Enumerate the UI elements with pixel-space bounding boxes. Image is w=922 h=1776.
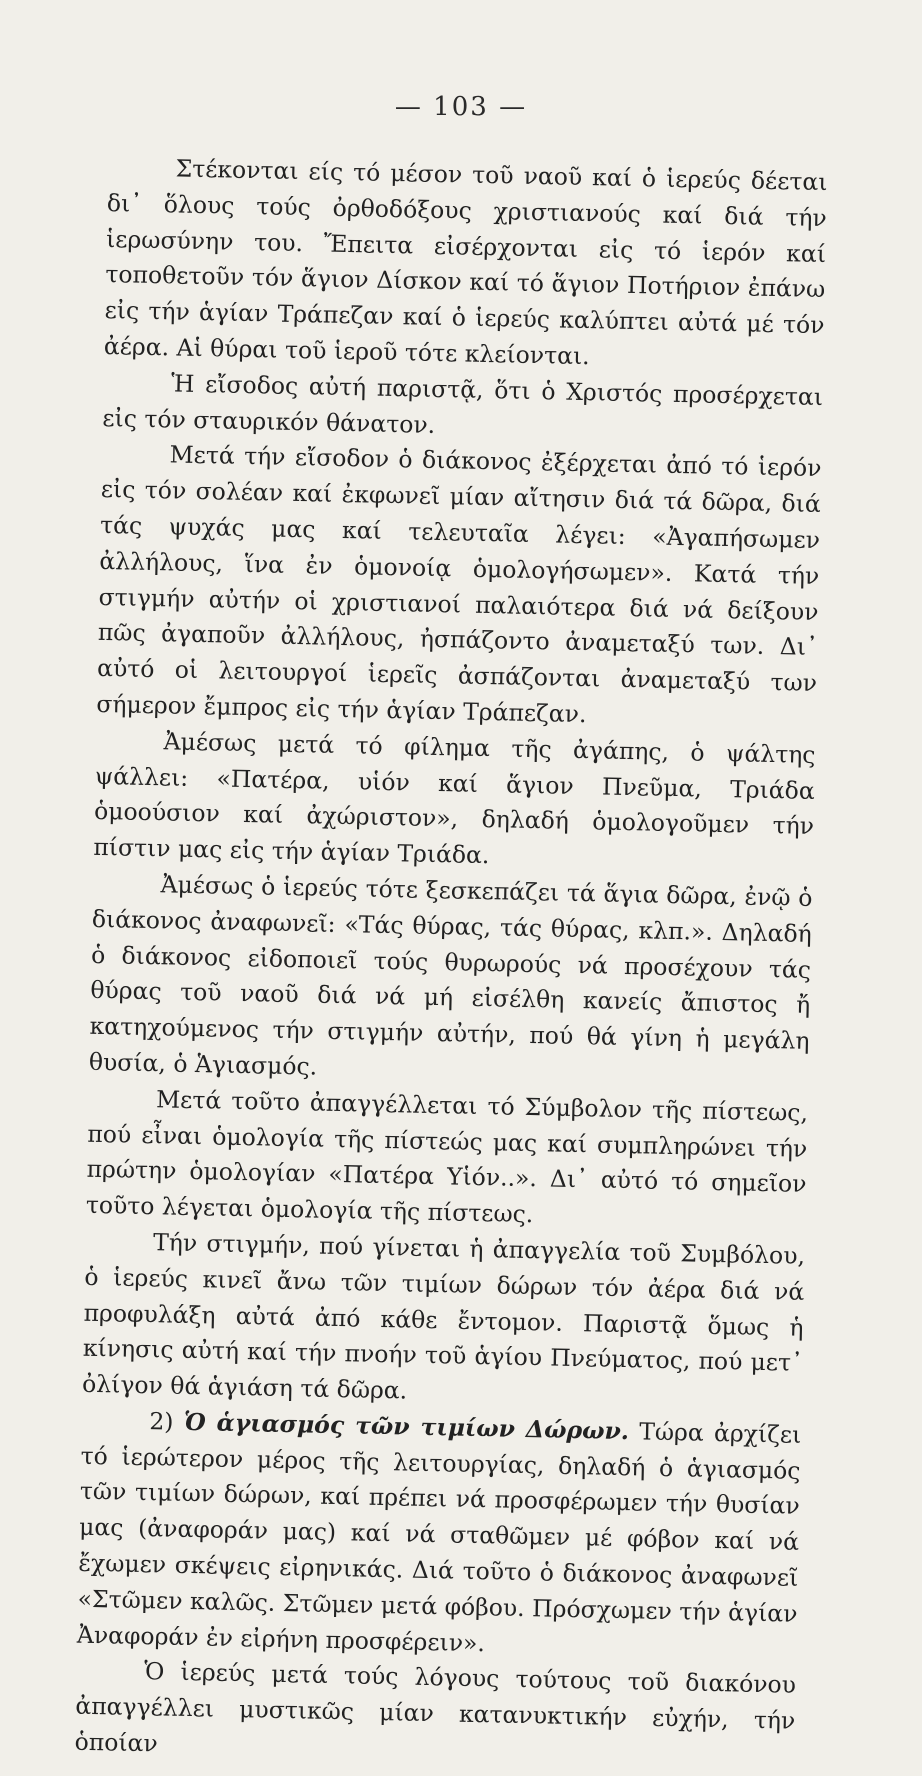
section-paragraph	[77, 1403, 802, 1669]
paragraph: Ἀμέσως μετά τό φίλημα τῆς ἀγάπης, ὁ ψάλτης ψάλλει: «Πατέρα, υἱόν καί ἅγιον Πνεῦμα, Τριάδα ὁμοούσιον καί ἀχώριστον», δηλαδή ὁμολογοῦμεν τήν πίστιν μας εἰς τήν ἁγίαν Τριάδα.	[93, 727, 816, 870]
paragraph: Ὁ ἱερεύς μετά τούς λόγους τούτους τοῦ διακόνου ἀπαγγέλλει μυστικῶς μίαν κατανυκτικήν εὐχήν, τήν ὁποίαν	[74, 1657, 797, 1758]
paragraph: Στέκονται είς τό μέσον τοῦ ναοῦ καί ὁ ἱερεύς δέεται δι᾽ ὅλους τούς ὀρθοδόξους χριστιανούς καί διά τήν ἱερωσύνην του. Ἔπειτα εἰσέρχονται εἰς τό ἱερόν καί τοποθετοῦν τόν ἅγιον Δίσκον καί τό ἅγιον Ποτήριον ἐπάνω εἰς τήν ἁγίαν Τράπεζαν καί ὁ ἱερεύς καλύπτει αὐτά μέ τόν ἀέρα. Αἱ θύραι τοῦ ἱεροῦ τότε κλείονται.	[103, 154, 828, 371]
paragraph: Ἡ εἴσοδος αὐτή παριστᾷ, ὅτι ὁ Χριστός προσέρχεται εἰς τόν σταυρικόν θάνατον.	[102, 369, 824, 439]
section-text: Τώρα ἀρχίζει τό ἱερώτερον μέρος τῆς λειτουργίας, δηλαδή ὁ ἁγιασμός τῶν τιμίων δώρων, καί πρέπει νά προσφέρωμεν τήν θυσίαν μας (ἀναφοράν μας) καί νά σταθῶμεν μέ φόβον καί νά ἔχωμεν σκέψεις εἰρηνικάς. Διά τοῦτο ὁ διάκονος ἀναφωνεῖ «Στῶμεν καλῶς. Στῶμεν μετά φόβου. Πρόσχωμεν τήν ἁγίαν Ἀναφοράν ἐν εἰρήνη προσφέρειν».	[76, 1417, 802, 1657]
body-text	[74, 150, 828, 1776]
page-number: — 103 —	[394, 92, 528, 122]
section-number: 2)	[149, 1407, 185, 1436]
paragraph: Τήν στιγμήν, πού γίνεται ἡ ἀπαγγελία τοῦ Συμβόλου, ὁ ἱερεύς κινεῖ ἄνω τῶν τιμίων δώρων τόν ἀέρα διά νά προφυλάξη αὐτά ἀπό κάθε ἔντομον. Παριστᾷ ὅμως ἡ κίνησις αὐτή καί τήν πνοήν τοῦ ἁγίου Πνεύματος, πού μετ᾽ ὀλίγον θά ἁγιάση τά δῶρα.	[81, 1228, 806, 1405]
paragraph: Ἀμέσως ὁ ἱερεύς τότε ξεσκεπάζει τά ἅγια δῶρα, ἐνῷ ὁ διάκονος ἀναφωνεῖ: «Τάς θύρας, τάς θύρας, κλπ.». Δηλαδή ὁ διάκονος εἰδοποιεῖ τούς θυρωρούς νά προσέχουν τάς θύρας τοῦ ναοῦ διά νά μή εἰσέλθη κανείς ἄπιστος ἤ κατηχούμενος τήν στιγμήν αὐτήν, πού θά γίνη ἡ μεγάλη θυσία, ὁ Ἁγιασμός.	[88, 870, 813, 1081]
section-heading: Ὁ ἁγιασμός τῶν τιμίων Δώρων.	[183, 1407, 630, 1446]
paragraph: Μετά τοῦτο ἀπαγγέλλεται τό Σύμβολον τῆς πίστεως, πού εἶναι ὁμολογία τῆς πίστεώς μας καί συμπληρώνει τήν πρώτην ὁμολογίαν «Πατέρα Υἱόν..». Δι᾽ αὐτό τό σημεῖον τοῦτο λέγεται ὁμολογία τῆς πίστεως.	[85, 1084, 809, 1229]
paragraph: Μετά τήν εἴσοδον ὁ διάκονος ἐξέρχεται ἀπό τό ἱερόν εἰς τόν σολέαν καί ἐκφωνεῖ μίαν αἴτησιν διά τά δῶρα, διά τάς ψυχάς μας καί τελευταῖα λέγει: «Ἀγαπήσωμεν ἀλλήλους, ἵνα ἐν ὁμονοίᾳ ὁμολογήσωμεν». Κατά τήν στιγμήν αὐτήν οἱ χριστιανοί παλαιότερα διά νά δείξουν πῶς ἀγαποῦν ἀλλήλους, ἠσπάζοντο ἀναμεταξύ των. Δι᾽ αὐτό οἱ λειτουργοί ἱερεῖς ἀσπάζονται ἀναμεταξύ των σήμερον ἔμπρος εἰς τήν ἁγίαν Τράπεζαν.	[96, 440, 822, 729]
